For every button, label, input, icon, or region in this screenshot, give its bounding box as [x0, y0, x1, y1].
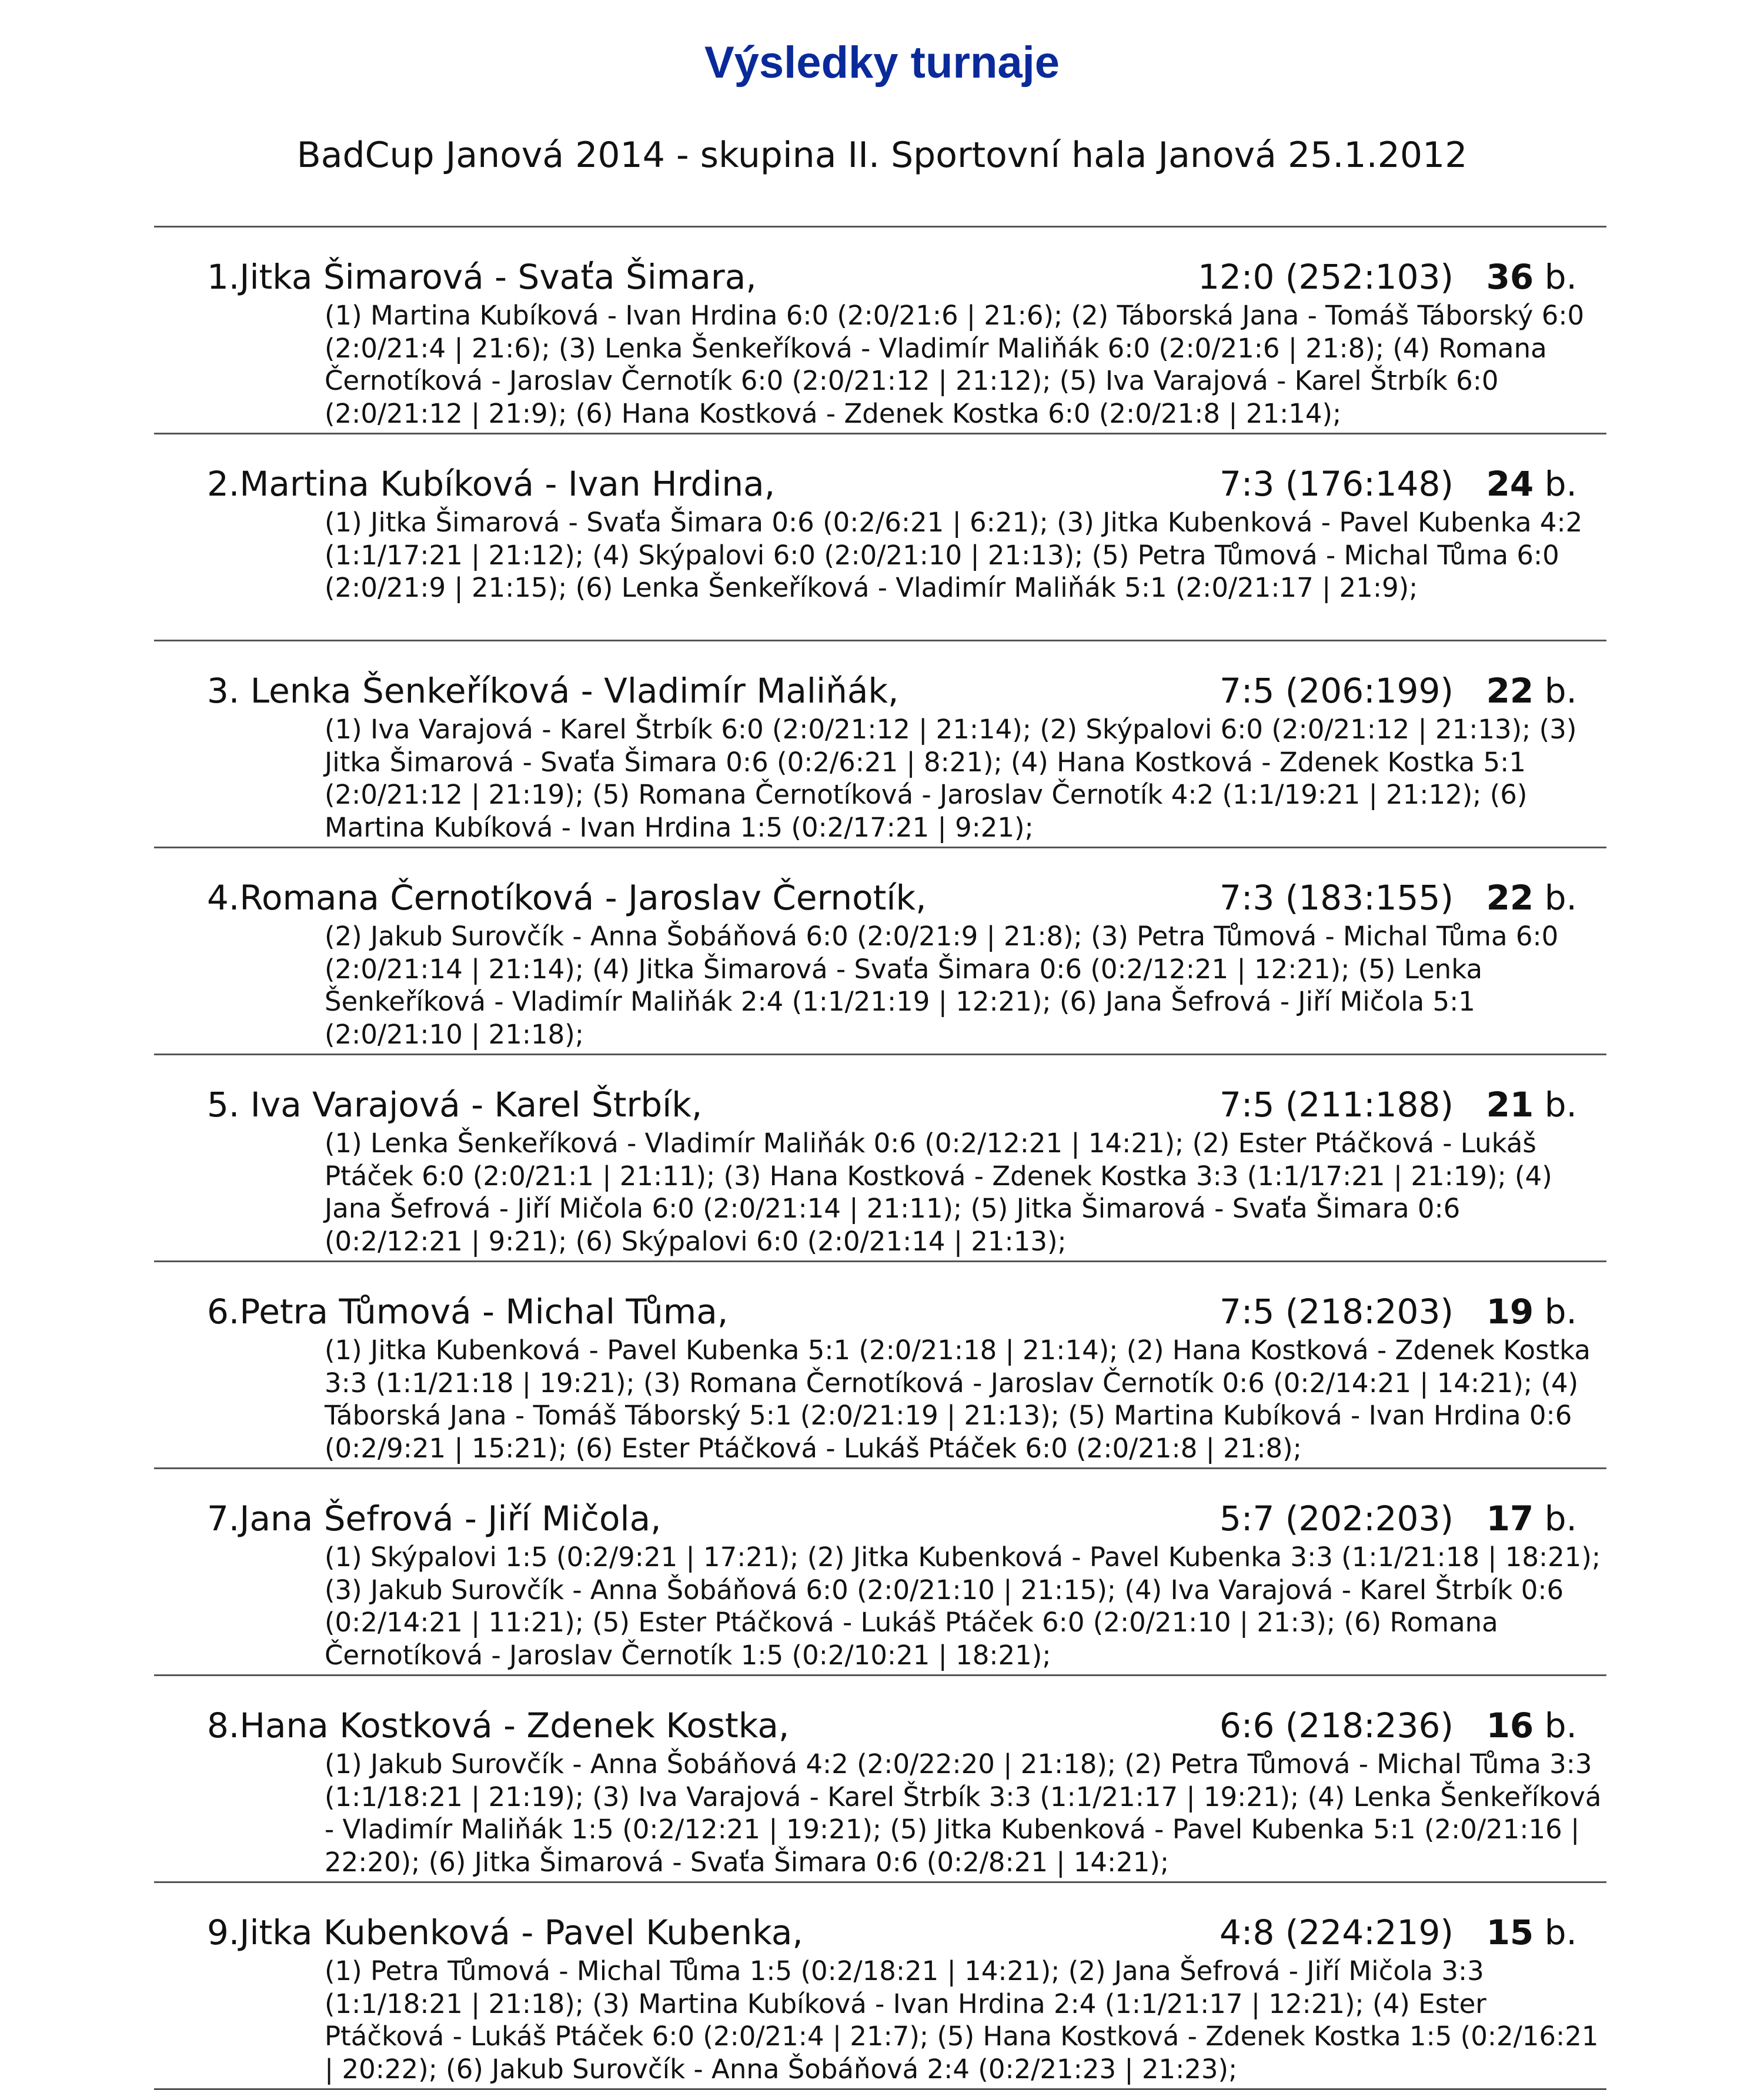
points-value: 21	[1486, 1085, 1534, 1125]
team-name: 2.Martina Kubíková - Ivan Hrdina,	[207, 464, 776, 504]
points-unit: b.	[1544, 1706, 1577, 1745]
result-entry	[154, 434, 1606, 641]
points-unit: b.	[1544, 878, 1577, 918]
match-score: 7:5 (206:199)	[1220, 671, 1454, 711]
points	[1486, 1704, 1577, 1747]
match-details: (2) Jakub Surovčík - Anna Šobáňová 6:0 (2:0/21:9 | 21:8); (3) Petra Tůmová - Michal Tůma 6:0 (2:0/21:14 | 21:14); (4) Jitka Šimarová - Svaťa Šimara 0:6 (0:2/12:21 | 12:21); (5) Lenka Šenkeříková - Vladimír Maliňák 2:4 (1:1/21:19 | 12:21); (6) Jana Šefrová - Jiří Mičola 5:1 (2:0/21:10 | 21:18);	[325, 921, 1559, 1050]
team-name: 9.Jitka Kubenková - Pavel Kubenka,	[207, 1912, 803, 1952]
team-name: 3. Lenka Šenkeříková - Vladimír Maliňák,	[207, 671, 899, 711]
points-unit: b.	[1544, 1292, 1577, 1332]
points-value: 22	[1486, 671, 1534, 711]
points-value: 16	[1486, 1706, 1534, 1745]
team-name: 7.Jana Šefrová - Jiří Mičola,	[207, 1499, 662, 1539]
points	[1486, 463, 1577, 505]
match-score: 7:3 (176:148)	[1220, 464, 1454, 504]
points-unit: b.	[1544, 1912, 1577, 1952]
result-entry	[154, 1469, 1606, 1676]
points	[1486, 877, 1577, 919]
match-score: 7:5 (211:188)	[1220, 1085, 1454, 1125]
page-subtitle: BadCup Janová 2014 - skupina II. Sportovní hala Janová 25.1.2012	[296, 135, 1468, 176]
team-name: 5. Iva Varajová - Karel Štrbík,	[207, 1085, 703, 1125]
points	[1486, 1497, 1577, 1540]
points-value: 19	[1486, 1292, 1534, 1332]
points-value: 22	[1486, 878, 1534, 918]
team-name: 4.Romana Černotíková - Jaroslav Černotík,	[207, 878, 927, 918]
match-details: (1) Skýpalovi 1:5 (0:2/9:21 | 17:21); (2) Jitka Kubenková - Pavel Kubenka 3:3 (1:1/21:18 | 18:21); (3) Jakub Surovčík - Anna Šobáňová 6:0 (2:0/21:10 | 21:15); (4) Iva Varajová - Karel Štrbík 0:6 (0:2/14:21 | 11:21); (5) Ester Ptáčková - Lukáš Ptáček 6:0 (2:0/21:10 | 21:3); (6) Romana Černotíková - Jaroslav Černotík 1:5 (0:2/10:21 | 18:21);	[325, 1541, 1601, 1671]
match-details: (1) Jitka Šimarová - Svaťa Šimara 0:6 (0:2/6:21 | 6:21); (3) Jitka Kubenková - Pavel Kubenka 4:2 (1:1/17:21 | 21:12); (4) Skýpalovi 6:0 (2:0/21:10 | 21:13); (5) Petra Tůmová - Michal Tůma 6:0 (2:0/21:9 | 21:15); (6) Lenka Šenkeříková - Vladimír Maliňák 5:1 (2:0/21:17 | 21:9);	[325, 507, 1583, 603]
points-value: 36	[1486, 257, 1534, 297]
points-unit: b.	[1544, 257, 1577, 297]
points	[1486, 1911, 1577, 1954]
points-unit: b.	[1544, 1499, 1577, 1539]
result-entry	[154, 1262, 1606, 1469]
entry-header	[207, 670, 1577, 712]
points	[1486, 256, 1577, 298]
match-score: 7:3 (183:155)	[1220, 878, 1454, 918]
match-score: 7:5 (218:203)	[1220, 1292, 1454, 1332]
result-entry	[154, 1676, 1606, 1883]
result-entry	[154, 1055, 1606, 1262]
entry-header	[207, 877, 1577, 919]
team-name: 1.Jitka Šimarová - Svaťa Šimara,	[207, 257, 757, 297]
entry-header	[207, 1290, 1577, 1333]
match-score: 5:7 (202:203)	[1220, 1499, 1454, 1539]
match-details: (1) Martina Kubíková - Ivan Hrdina 6:0 (2:0/21:6 | 21:6); (2) Táborská Jana - Tomáš Táborský 6:0 (2:0/21:4 | 21:6); (3) Lenka Šenkeříková - Vladimír Maliňák 6:0 (2:0/21:6 | 21:8); (4) Romana Černotíková - Jaroslav Černotík 6:0 (2:0/21:12 | 21:12); (5) Iva Varajová - Karel Štrbík 6:0 (2:0/21:12 | 21:9); (6) Hana Kostková - Zdenek Kostka 6:0 (2:0/21:8 | 21:14);	[325, 300, 1585, 429]
points-unit: b.	[1544, 671, 1577, 711]
result-entry	[154, 1883, 1606, 2090]
points	[1486, 1084, 1577, 1126]
result-entry	[154, 641, 1606, 848]
team-name: 8.Hana Kostková - Zdenek Kostka,	[207, 1706, 790, 1745]
entry-header	[207, 1911, 1577, 1954]
points-value: 24	[1486, 464, 1534, 504]
points	[1486, 670, 1577, 712]
entry-header	[207, 1704, 1577, 1747]
points-unit: b.	[1544, 464, 1577, 504]
results-list	[154, 228, 1606, 2090]
result-entry	[154, 848, 1606, 1055]
match-score: 4:8 (224:219)	[1220, 1912, 1454, 1952]
points-value: 17	[1486, 1499, 1534, 1539]
page-title: Výsledky turnaje	[704, 38, 1060, 88]
team-name: 6.Petra Tůmová - Michal Tůma,	[207, 1292, 729, 1332]
entry-header	[207, 1497, 1577, 1540]
match-details: (1) Iva Varajová - Karel Štrbík 6:0 (2:0/21:12 | 21:14); (2) Skýpalovi 6:0 (2:0/21:12 | 21:13); (3) Jitka Šimarová - Svaťa Šimara 0:6 (0:2/6:21 | 8:21); (4) Hana Kostková - Zdenek Kostka 5:1 (2:0/21:12 | 21:19); (5) Romana Černotíková - Jaroslav Černotík 4:2 (1:1/19:21 | 21:12); (6) Martina Kubíková - Ivan Hrdina 1:5 (0:2/17:21 | 9:21);	[325, 714, 1577, 843]
match-score: 6:6 (218:236)	[1220, 1706, 1454, 1745]
points-value: 15	[1486, 1912, 1534, 1952]
entry-header	[207, 463, 1577, 505]
result-entry	[154, 228, 1606, 434]
match-score: 12:0 (252:103)	[1198, 257, 1454, 297]
entry-header	[207, 1084, 1577, 1126]
match-details: (1) Petra Tůmová - Michal Tůma 1:5 (0:2/18:21 | 14:21); (2) Jana Šefrová - Jiří Mičola 3:3 (1:1/18:21 | 21:18); (3) Martina Kubíková - Ivan Hrdina 2:4 (1:1/21:17 | 12:21); (4) Ester Ptáčková - Lukáš Ptáček 6:0 (2:0/21:4 | 21:7); (5) Hana Kostková - Zdenek Kostka 1:5 (0:2/16:21 | 20:22); (6) Jakub Surovčík - Anna Šobáňová 2:4 (0:2/21:23 | 21:23);	[325, 1955, 1599, 2085]
points	[1486, 1290, 1577, 1333]
match-details: (1) Lenka Šenkeříková - Vladimír Maliňák 0:6 (0:2/12:21 | 14:21); (2) Ester Ptáčková - Lukáš Ptáček 6:0 (2:0/21:1 | 21:11); (3) Hana Kostková - Zdenek Kostka 3:3 (1:1/17:21 | 21:19); (4) Jana Šefrová - Jiří Mičola 6:0 (2:0/21:14 | 21:11); (5) Jitka Šimarová - Svaťa Šimara 0:6 (0:2/12:21 | 9:21); (6) Skýpalovi 6:0 (2:0/21:14 | 21:13);	[325, 1128, 1552, 1257]
match-details: (1) Jitka Kubenková - Pavel Kubenka 5:1 (2:0/21:18 | 21:14); (2) Hana Kostková - Zdenek Kostka 3:3 (1:1/21:18 | 19:21); (3) Romana Černotíková - Jaroslav Černotík 0:6 (0:2/14:21 | 14:21); (4) Táborská Jana - Tomáš Táborský 5:1 (2:0/21:19 | 21:13); (5) Martina Kubíková - Ivan Hrdina 0:6 (0:2/9:21 | 15:21); (6) Ester Ptáčková - Lukáš Ptáček 6:0 (2:0/21:8 | 21:8);	[325, 1335, 1591, 1464]
points-unit: b.	[1544, 1085, 1577, 1125]
entry-header	[207, 256, 1577, 298]
match-details: (1) Jakub Surovčík - Anna Šobáňová 4:2 (2:0/22:20 | 21:18); (2) Petra Tůmová - Michal Tůma 3:3 (1:1/18:21 | 21:19); (3) Iva Varajová - Karel Štrbík 3:3 (1:1/21:17 | 19:21); (4) Lenka Šenkeříková - Vladimír Maliňák 1:5 (0:2/12:21 | 19:21); (5) Jitka Kubenková - Pavel Kubenka 5:1 (2:0/21:16 | 22:20); (6) Jitka Šimarová - Svaťa Šimara 0:6 (0:2/8:21 | 14:21);	[325, 1748, 1602, 1878]
